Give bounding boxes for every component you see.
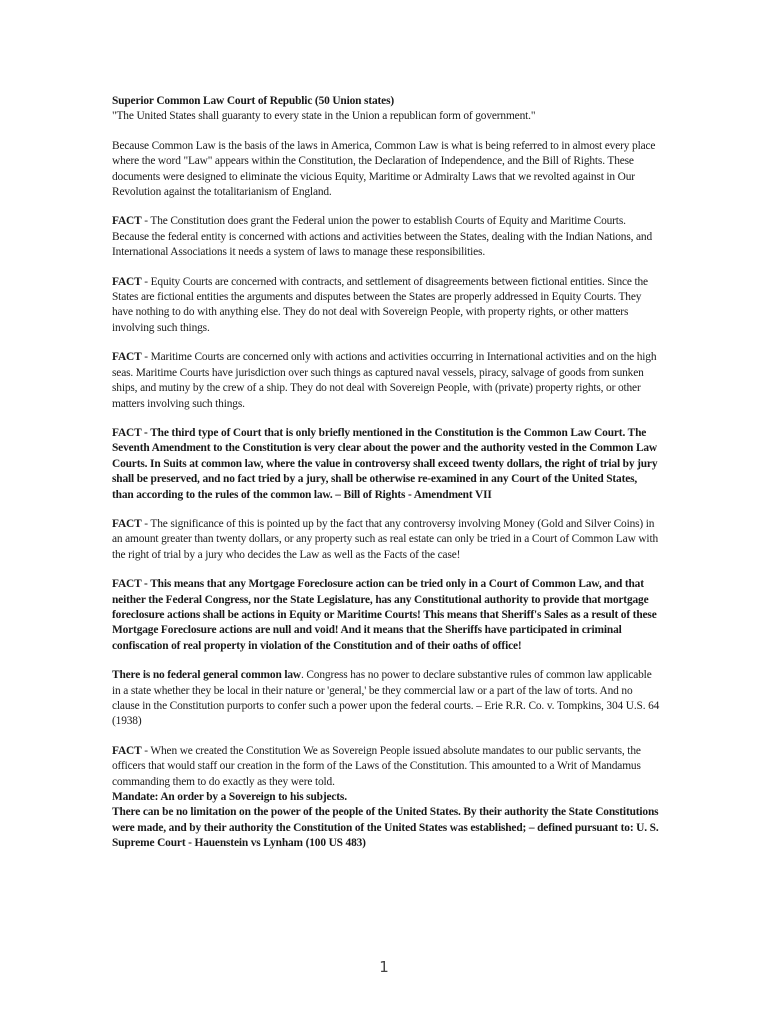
fact-paragraph-5 [112, 517, 660, 563]
fact-label: FACT [112, 744, 142, 757]
fact-label: FACT [112, 351, 142, 364]
fact-bold-text: FACT - The third type of Court that is only briefly mentioned in the Constitution is the Common Law Court. The Seventh Amendment to the Constitution is very clear about the power and the authority vested in the Common Law Courts. In Suits at common law, where the value in controversy shall exceed twenty dollars, the right of trial by jury shall be preserved, and no fact tried by a jury, shall be otherwise re-examined in any Court of the United States, than according to the rules of the common law. – Bill of Rights - Amendment VII [112, 426, 658, 501]
mandate-definition [112, 790, 660, 805]
closing-bold-text: There can be no limitation on the power of the people of the United States. By their authority the State Constitutions were made, and by their authority the Constitution of the United States was established; – defined pursuant to: U. S. Supreme Court - Hauenstein vs Lynham (100 US 483) [112, 806, 659, 850]
fact-label: FACT [112, 275, 142, 288]
fact-text: - Equity Courts are concerned with contracts, and settlement of disagreements between fictional entities. Since the States are fictional entities the arguments and disputes between the States are properly addressed in Equity Courts. They have nothing to do with anything else. They do not deal with Sovereign People, with property rights, or other matters involving such things. [112, 275, 648, 334]
intro-paragraph: Because Common Law is the basis of the laws in America, Common Law is what is being referred to in almost every place where the word "Law" appears within the Constitution, the Declaration of Independence, and the Bill of Rights. These documents were designed to eliminate the vicious Equity, Maritime or Admiralty Laws that we revolted against in Our Revolution against the totalitarianism of England. [112, 139, 656, 199]
fact-text: - Maritime Courts are concerned only with actions and activities occurring in International activities and on the high seas. Maritime Courts have jurisdiction over such things as captured naval vessels, piracy, salvage of goods from sunken ships, and mutiny by the crew of a ship. They do not deal with Sovereign People, with (private) property rights, or other matters involving such things. [112, 351, 657, 410]
document-heading [112, 94, 660, 109]
fact-bold-text: FACT - This means that any Mortgage Foreclosure action can be tried only in a Court of Common Law, and that neither the Federal Congress, nor the State Legislature, has any Constitutional authority to provide that mortgage foreclosure actions shall be actions in Equity or Maritime Courts! This means that Sheriff's Sales as a result of these Mortgage Foreclosure actions are null and void! And it means that the Sheriffs have participated in criminal confiscation of real property in violation of the Constitution and of their oaths of office! [112, 578, 657, 652]
federal-text: . Congress has no power to declare substantive rules of common law applicable in a state whether they be local in their nature or 'general,' be they commercial law or a part of the law of torts. And no clause in the Constitution purports to confer such a power upon the federal courts. – Erie R.R. Co. v. Tompkins, 304 U.S. 64 (1938) [112, 669, 660, 728]
mandate-bold-text: Mandate: An order by a Sovereign to his subjects. [112, 791, 347, 804]
federal-bold-text: There is no federal general common law [112, 669, 301, 682]
federal-common-law-paragraph [112, 668, 660, 730]
fact-paragraph-2 [112, 275, 660, 337]
fact-text: - When we created the Constitution We as Sovereign People issued absolute mandates to our public servants, the officers that would staff our creation in the form of the Laws of the Constitution. This amounted to a Writ of Mandamus commanding them to do exactly as they were told. [112, 744, 641, 788]
fact-label: FACT [112, 517, 142, 530]
document-subheading: "The United States shall guaranty to every state in the Union a republican form of government." [112, 110, 536, 123]
page-number: 1 [379, 958, 389, 976]
fact-text: - The Constitution does grant the Federal union the power to establish Courts of Equity and Maritime Courts. Because the federal entity is concerned with actions and activities between the States, dealing with the Indian Nations, and International Associations it needs a system of laws to manage these responsibilities. [112, 215, 652, 259]
fact-label: FACT [112, 215, 142, 228]
fact-paragraph-3 [112, 350, 660, 412]
fact-paragraph-6 [112, 577, 660, 654]
fact-paragraph-1 [112, 214, 660, 260]
fact-text: - The significance of this is pointed up by the fact that any controversy involving Money (Gold and Silver Coins) in an amount greater than twenty dollars, or any property such as real estate can only be tried in a Court of Common Law with the right of trial by a jury who decides the Law as well as the Facts of the case! [112, 517, 659, 561]
fact-paragraph-4 [112, 426, 660, 503]
document-body [112, 94, 660, 852]
heading-text: Superior Common Law Court of Republic (50 Union states) [112, 95, 395, 107]
closing-paragraph [112, 805, 660, 851]
fact-paragraph-7 [112, 744, 660, 790]
